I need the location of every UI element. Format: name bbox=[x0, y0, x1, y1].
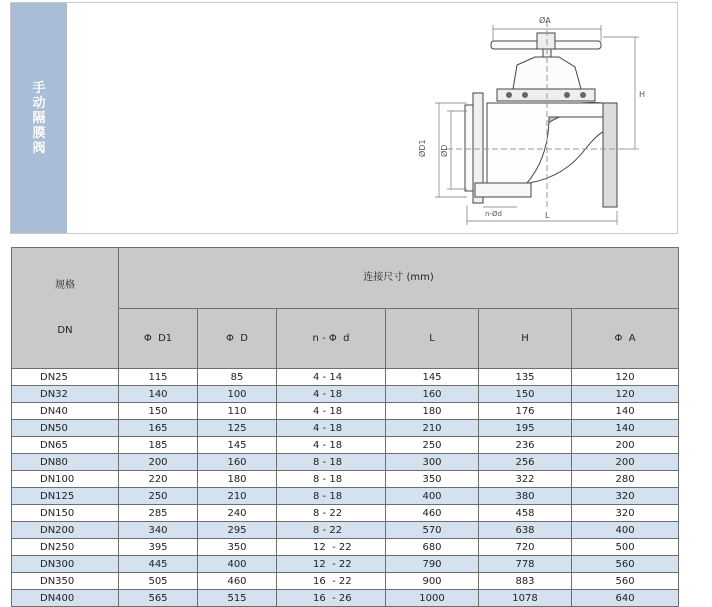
table-cell: 250 bbox=[386, 437, 479, 454]
table-cell: 12 - 22 bbox=[277, 556, 386, 573]
column-header: Φ A bbox=[572, 308, 679, 369]
table-cell: 210 bbox=[386, 420, 479, 437]
side-title-char: 膜 bbox=[32, 126, 46, 141]
table-row bbox=[12, 573, 679, 590]
table-cell: 236 bbox=[479, 437, 572, 454]
dn-cell: DN400 bbox=[12, 590, 119, 607]
table-cell: 380 bbox=[479, 488, 572, 505]
table-cell: 200 bbox=[119, 454, 198, 471]
table-cell: 460 bbox=[386, 505, 479, 522]
table-cell: 220 bbox=[119, 471, 198, 488]
table-cell: 160 bbox=[386, 386, 479, 403]
column-header: Φ D bbox=[198, 308, 277, 369]
spec-sublabel: DN bbox=[57, 325, 73, 336]
table-row bbox=[12, 590, 679, 607]
table-cell: 395 bbox=[119, 539, 198, 556]
table-row bbox=[12, 505, 679, 522]
column-header: Φ D1 bbox=[119, 308, 198, 369]
table-cell: 560 bbox=[572, 573, 679, 590]
table-cell: 200 bbox=[572, 437, 679, 454]
table-cell: 140 bbox=[572, 420, 679, 437]
table-row bbox=[12, 369, 679, 386]
table-cell: 8 - 18 bbox=[277, 471, 386, 488]
connection-size-header: 连接尺寸 (mm) bbox=[119, 248, 679, 309]
table-cell: 570 bbox=[386, 522, 479, 539]
table-cell: 145 bbox=[386, 369, 479, 386]
table-cell: 135 bbox=[479, 369, 572, 386]
label-l: L bbox=[545, 211, 550, 220]
table-cell: 250 bbox=[119, 488, 198, 505]
table-cell: 640 bbox=[572, 590, 679, 607]
table-cell: 160 bbox=[198, 454, 277, 471]
table-row bbox=[12, 420, 679, 437]
table-cell: 320 bbox=[572, 505, 679, 522]
table-cell: 322 bbox=[479, 471, 572, 488]
side-title-char: 隔 bbox=[32, 111, 46, 126]
table-cell: 180 bbox=[198, 471, 277, 488]
table-cell: 256 bbox=[479, 454, 572, 471]
dn-cell: DN50 bbox=[12, 420, 119, 437]
table-cell: 4 - 18 bbox=[277, 437, 386, 454]
label-h: H bbox=[639, 90, 646, 99]
label-d: ØD bbox=[440, 144, 449, 157]
side-title-char: 阀 bbox=[32, 141, 46, 156]
side-title bbox=[11, 81, 67, 156]
table-cell: 120 bbox=[572, 369, 679, 386]
table-cell: 400 bbox=[386, 488, 479, 505]
table-cell: 120 bbox=[572, 386, 679, 403]
table-cell: 125 bbox=[198, 420, 277, 437]
table-cell: 8 - 18 bbox=[277, 454, 386, 471]
spec-label: 规格 bbox=[55, 280, 75, 291]
dn-cell: DN80 bbox=[12, 454, 119, 471]
table-cell: 350 bbox=[386, 471, 479, 488]
label-d1: ØD1 bbox=[418, 139, 427, 157]
table-cell: 300 bbox=[386, 454, 479, 471]
table-cell: 4 - 14 bbox=[277, 369, 386, 386]
table-cell: 4 - 18 bbox=[277, 420, 386, 437]
column-header: H bbox=[479, 308, 572, 369]
table-cell: 778 bbox=[479, 556, 572, 573]
side-title-char: 手 bbox=[32, 81, 46, 96]
table-cell: 165 bbox=[119, 420, 198, 437]
dn-cell: DN350 bbox=[12, 573, 119, 590]
table-cell: 150 bbox=[119, 403, 198, 420]
valve-drawing bbox=[417, 7, 649, 229]
table-row bbox=[12, 556, 679, 573]
table-cell: 445 bbox=[119, 556, 198, 573]
table-cell: 8 - 22 bbox=[277, 522, 386, 539]
side-title-char: 动 bbox=[32, 96, 46, 111]
table-row bbox=[12, 386, 679, 403]
table-cell: 1000 bbox=[386, 590, 479, 607]
table-cell: 350 bbox=[198, 539, 277, 556]
table-cell: 280 bbox=[572, 471, 679, 488]
dn-cell: DN125 bbox=[12, 488, 119, 505]
table-cell: 400 bbox=[572, 522, 679, 539]
table-row bbox=[12, 522, 679, 539]
table-cell: 140 bbox=[119, 386, 198, 403]
table-cell: 295 bbox=[198, 522, 277, 539]
drawing-panel bbox=[10, 2, 678, 234]
table-cell: 110 bbox=[198, 403, 277, 420]
table-row bbox=[12, 539, 679, 556]
dn-cell: DN65 bbox=[12, 437, 119, 454]
table-cell: 458 bbox=[479, 505, 572, 522]
table-cell: 240 bbox=[198, 505, 277, 522]
table-row bbox=[12, 471, 679, 488]
table-cell: 340 bbox=[119, 522, 198, 539]
table-cell: 16 - 22 bbox=[277, 573, 386, 590]
side-band bbox=[11, 3, 67, 233]
dn-cell: DN100 bbox=[12, 471, 119, 488]
spec-header bbox=[12, 248, 119, 369]
table-cell: 680 bbox=[386, 539, 479, 556]
table-cell: 883 bbox=[479, 573, 572, 590]
table-cell: 638 bbox=[479, 522, 572, 539]
table-cell: 150 bbox=[479, 386, 572, 403]
table-cell: 4 - 18 bbox=[277, 386, 386, 403]
table-cell: 400 bbox=[198, 556, 277, 573]
column-header: n - Φ d bbox=[277, 308, 386, 369]
table-cell: 185 bbox=[119, 437, 198, 454]
table-row bbox=[12, 454, 679, 471]
table-cell: 500 bbox=[572, 539, 679, 556]
dn-cell: DN200 bbox=[12, 522, 119, 539]
spec-table bbox=[11, 247, 679, 607]
dn-cell: DN40 bbox=[12, 403, 119, 420]
table-cell: 720 bbox=[479, 539, 572, 556]
table-cell: 8 - 18 bbox=[277, 488, 386, 505]
table-cell: 560 bbox=[572, 556, 679, 573]
table-cell: 565 bbox=[119, 590, 198, 607]
label-n-phi-d: n-Ød bbox=[485, 210, 502, 218]
table-cell: 515 bbox=[198, 590, 277, 607]
label-phi-a: ØA bbox=[539, 16, 551, 25]
table-cell: 195 bbox=[479, 420, 572, 437]
table-cell: 145 bbox=[198, 437, 277, 454]
table-row bbox=[12, 488, 679, 505]
table-cell: 16 - 26 bbox=[277, 590, 386, 607]
table-cell: 210 bbox=[198, 488, 277, 505]
table-cell: 460 bbox=[198, 573, 277, 590]
column-header: L bbox=[386, 308, 479, 369]
table-cell: 85 bbox=[198, 369, 277, 386]
dn-cell: DN25 bbox=[12, 369, 119, 386]
dn-cell: DN32 bbox=[12, 386, 119, 403]
table-cell: 115 bbox=[119, 369, 198, 386]
table-cell: 8 - 22 bbox=[277, 505, 386, 522]
table-row bbox=[12, 437, 679, 454]
dn-cell: DN150 bbox=[12, 505, 119, 522]
table-cell: 12 - 22 bbox=[277, 539, 386, 556]
table-cell: 100 bbox=[198, 386, 277, 403]
dn-cell: DN250 bbox=[12, 539, 119, 556]
table-cell: 176 bbox=[479, 403, 572, 420]
table-cell: 140 bbox=[572, 403, 679, 420]
table-cell: 4 - 18 bbox=[277, 403, 386, 420]
dn-cell: DN300 bbox=[12, 556, 119, 573]
table-cell: 790 bbox=[386, 556, 479, 573]
table-cell: 200 bbox=[572, 454, 679, 471]
table-cell: 900 bbox=[386, 573, 479, 590]
table-cell: 320 bbox=[572, 488, 679, 505]
table-row bbox=[12, 403, 679, 420]
table-cell: 1078 bbox=[479, 590, 572, 607]
table-cell: 180 bbox=[386, 403, 479, 420]
table-cell: 505 bbox=[119, 573, 198, 590]
table-cell: 285 bbox=[119, 505, 198, 522]
table-group-header-row bbox=[12, 248, 679, 309]
